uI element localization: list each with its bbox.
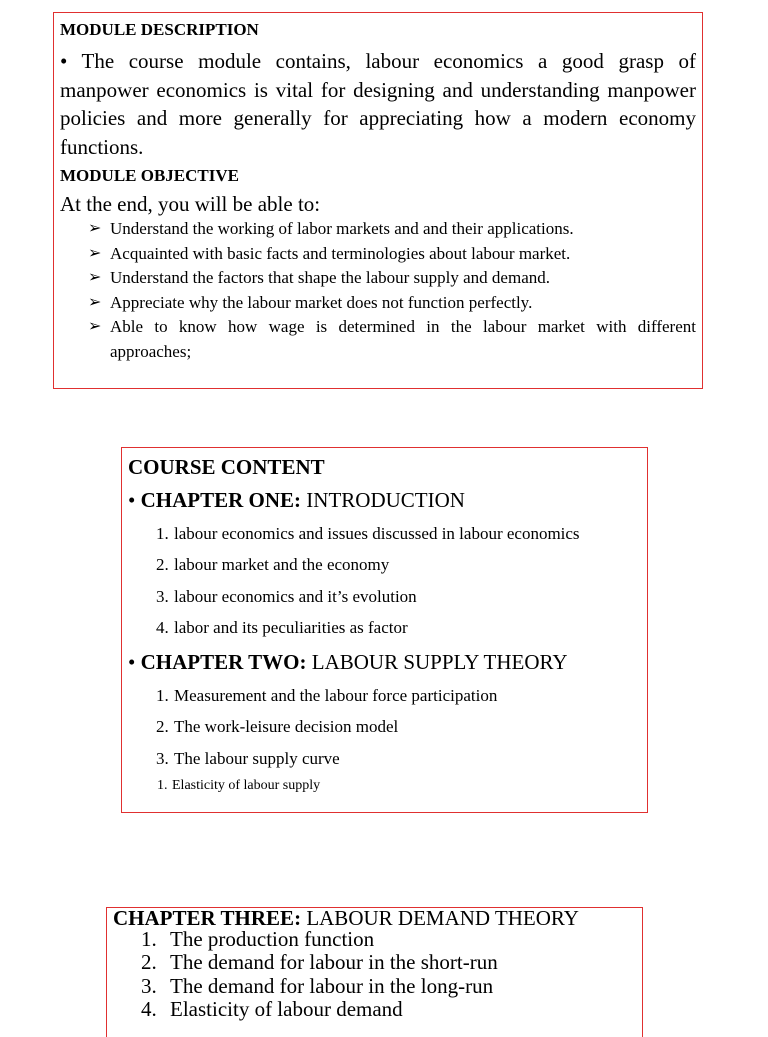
objective-text: Appreciate why the labour market does not function perfectly. bbox=[110, 292, 533, 312]
topic-text: labour market and the economy bbox=[174, 555, 390, 575]
chapter-one-label: CHAPTER ONE: bbox=[140, 488, 302, 512]
chapter-bullet: • bbox=[128, 650, 136, 675]
topic-text: labor and its peculiarities as factor bbox=[174, 617, 408, 637]
topic-item bbox=[141, 998, 636, 1021]
course-content-box bbox=[121, 447, 648, 813]
module-description-text: • The course module contains, labour economics a good grasp of manpower economics is vital for designing and understanding manpower policies and more generally for appreciating how a modern economy functions. bbox=[60, 49, 696, 159]
topic-text: labour economics and it’s evolution bbox=[174, 586, 417, 606]
topic-number: 1. bbox=[156, 524, 169, 543]
chapter-three-name: LABOUR DEMAND THEORY bbox=[306, 906, 579, 930]
topic-item bbox=[156, 549, 641, 580]
objective-item bbox=[88, 242, 696, 267]
chapter-two-heading bbox=[128, 648, 641, 676]
topic-number: 2. bbox=[156, 555, 169, 575]
subtopic-number: 1. bbox=[157, 778, 168, 794]
topic-number: 4. bbox=[156, 617, 169, 637]
topic-number: 1. bbox=[141, 927, 157, 951]
topic-text: labour economics and issues discussed in labour economics bbox=[174, 524, 580, 543]
objective-item bbox=[88, 315, 696, 364]
objective-list bbox=[60, 217, 696, 364]
chapter-one-topics bbox=[128, 518, 641, 643]
topic-number: 2. bbox=[156, 717, 169, 737]
chapter-three-label: CHAPTER THREE: bbox=[113, 906, 302, 930]
topic-text: The labour supply curve bbox=[174, 748, 340, 768]
chapter-two-name: LABOUR SUPPLY THEORY bbox=[311, 650, 568, 675]
topic-text: The demand for labour in the long-run bbox=[170, 973, 494, 998]
objective-text: Understand the working of labor markets and and their applications. bbox=[110, 219, 574, 238]
topic-item bbox=[156, 518, 641, 549]
topic-item bbox=[141, 928, 636, 951]
subtopic-text: Elasticity of labour supply bbox=[172, 778, 321, 794]
topic-number: 3. bbox=[141, 973, 157, 998]
topic-number: 3. bbox=[156, 748, 169, 768]
chapter-three-heading bbox=[113, 908, 636, 928]
topic-item bbox=[156, 581, 641, 612]
module-objective-lead: At the end, you will be able to: bbox=[60, 192, 321, 216]
module-objective-heading: MODULE OBJECTIVE bbox=[60, 166, 239, 185]
topic-number: 2. bbox=[141, 950, 157, 975]
objective-item bbox=[88, 217, 696, 242]
topic-text: The demand for labour in the short-run bbox=[170, 950, 498, 975]
topic-item bbox=[141, 975, 636, 998]
objective-text: Understand the factors that shape the labour supply and demand. bbox=[110, 268, 550, 287]
arrowhead-bullet-icon: ➢ bbox=[88, 220, 102, 237]
chapter-three-box bbox=[106, 907, 643, 1037]
topic-item bbox=[156, 711, 641, 742]
chapter-bullet: • bbox=[128, 488, 136, 512]
module-description-heading: MODULE DESCRIPTION bbox=[60, 20, 259, 39]
topic-text: The work-leisure decision model bbox=[174, 717, 399, 737]
subtopic-item bbox=[157, 774, 641, 798]
topic-text: Measurement and the labour force participation bbox=[174, 686, 498, 706]
topic-number: 1. bbox=[156, 686, 169, 706]
chapter-one-name: INTRODUCTION bbox=[306, 488, 465, 512]
arrowhead-bullet-icon: ➢ bbox=[88, 293, 102, 311]
topic-number: 4. bbox=[141, 996, 157, 1021]
chapter-two-topics bbox=[128, 680, 641, 774]
topic-text: The production function bbox=[170, 927, 375, 951]
chapter-two-subtopics bbox=[128, 774, 641, 798]
chapter-two-label: CHAPTER TWO: bbox=[140, 650, 307, 675]
objective-item bbox=[88, 266, 696, 291]
arrowhead-bullet-icon: ➢ bbox=[88, 318, 102, 335]
topic-number: 3. bbox=[156, 586, 169, 606]
objective-item bbox=[88, 291, 696, 316]
objective-text: Able to know how wage is determined in the labour market with different approaches; bbox=[110, 317, 696, 361]
topic-text: Elasticity of labour demand bbox=[170, 996, 403, 1021]
topic-item bbox=[156, 612, 641, 643]
chapter-one-heading bbox=[128, 486, 641, 514]
arrowhead-bullet-icon: ➢ bbox=[88, 269, 102, 286]
topic-item bbox=[156, 743, 641, 774]
chapter-three-topics bbox=[113, 928, 636, 1021]
module-description-box bbox=[53, 12, 703, 389]
topic-item bbox=[156, 680, 641, 711]
objective-text: Acquainted with basic facts and terminologies about labour market. bbox=[110, 243, 571, 263]
topic-item bbox=[141, 951, 636, 974]
course-content-title: COURSE CONTENT bbox=[128, 455, 325, 479]
arrowhead-bullet-icon: ➢ bbox=[88, 244, 102, 262]
